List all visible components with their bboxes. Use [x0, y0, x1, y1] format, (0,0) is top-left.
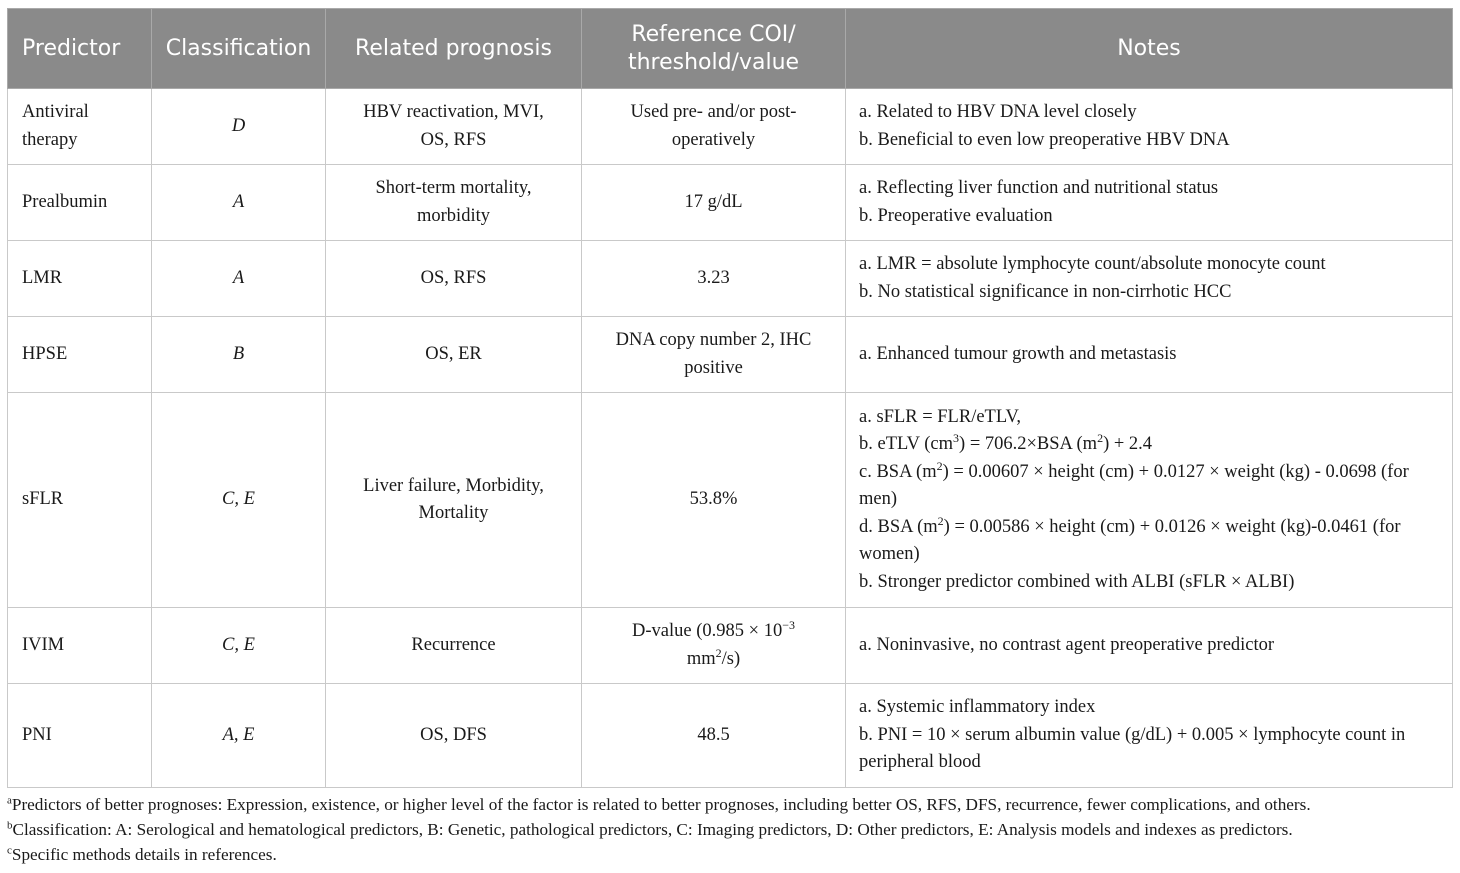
note-line: a. Enhanced tumour growth and metastasis — [859, 343, 1177, 364]
note-line: a. Noninvasive, no contrast agent preoperative predictor — [859, 634, 1275, 655]
header-reference-line2: threshold/value — [627, 49, 800, 75]
cell-notes — [846, 165, 1453, 241]
note-line: c. BSA $(m^2) = 0.00607$ × height (cm) + 0.0127 × weight (kg) - 0.0698 (for men) — [859, 458, 1409, 510]
header-reference — [582, 9, 846, 89]
cell-classification: A, E — [152, 684, 326, 788]
cell-predictor: sFLR — [8, 393, 152, 608]
cell-classification: D — [152, 89, 326, 165]
cell-notes — [846, 317, 1453, 393]
cell-predictor: Prealbumin — [8, 165, 152, 241]
table-row — [8, 608, 1453, 684]
note-line: a. LMR = absolute lymphocyte count/absolute monocyte count — [859, 254, 1326, 274]
cell-reference: Used pre- and/or post-operatively — [582, 89, 846, 165]
note-line: a. Reflecting liver function and nutritional status — [859, 178, 1219, 198]
cell-prognosis: Liver failure, Morbidity, Mortality — [326, 393, 582, 608]
cell-classification: C, E — [152, 608, 326, 684]
note-line: a. Systemic inflammatory index — [859, 697, 1096, 718]
cell-classification: A — [152, 241, 326, 317]
footnote — [7, 842, 1455, 867]
header-related-prognosis: Related prognosis — [326, 9, 582, 89]
cell-classification: C, E — [152, 393, 326, 608]
cell-prognosis: OS, ER — [326, 317, 582, 393]
note-line: a. Related to HBV DNA level closely — [859, 102, 1137, 122]
table-header-row — [8, 9, 1453, 89]
header-notes: Notes — [846, 9, 1453, 89]
header-predictor: Predictor — [8, 9, 152, 89]
cell-predictor: Antiviral therapy — [8, 89, 152, 165]
table-row — [8, 393, 1453, 608]
cell-predictor: HPSE — [8, 317, 152, 393]
predictor-table-container — [7, 8, 1452, 788]
table-footnotes — [7, 792, 1455, 867]
note-line: b. PNI = 10 × serum albumin value (g/dL) + 0.005 × lymphocyte count in peripheral blood — [859, 724, 1406, 773]
cell-prognosis: OS, DFS — [326, 684, 582, 788]
cell-reference: 48.5 — [582, 684, 846, 788]
header-classification: Classification — [152, 9, 326, 89]
header-reference-line1: Reference COI/ — [631, 21, 796, 47]
note-line: b. Stronger predictor combined with ALBI (sFLR × ALBI) — [859, 571, 1295, 592]
cell-prognosis: OS, RFS — [326, 241, 582, 317]
cell-notes — [846, 241, 1453, 317]
footnote-mark: c — [7, 844, 12, 857]
note-line: b. Beneficial to even low preoperative HBV DNA — [859, 129, 1230, 150]
footnote-text: Classification: A: Serological and hematological predictors, B: Genetic, pathological predictors, C: Imaging predictors, D: Other predictors, E: Analysis models and indexes as predictors. — [12, 820, 1293, 839]
table-row — [8, 165, 1453, 241]
table-row — [8, 89, 1453, 165]
note-line: b. No statistical significance in non-cirrhotic HCC — [859, 281, 1232, 302]
cell-notes — [846, 89, 1453, 165]
cell-reference: 53.8% — [582, 393, 846, 608]
footnote-mark: b — [7, 819, 13, 832]
footnote-text: Predictors of better prognoses: Expression, existence, or higher level of the factor is related to better prognoses, including better OS, RFS, DFS, recurrence, fewer complications, and others. — [11, 795, 1311, 814]
table-row — [8, 317, 1453, 393]
cell-notes — [846, 608, 1453, 684]
cell-reference: 3.23 — [582, 241, 846, 317]
predictor-table — [7, 8, 1453, 788]
note-line: b. eTLV $(cm^3) = 706.2\times BSA$ $(m^2) + 2.4$ — [859, 431, 1153, 455]
cell-notes — [846, 684, 1453, 788]
cell-classification: A — [152, 165, 326, 241]
cell-prognosis: Short-term mortality, morbidity — [326, 165, 582, 241]
footnote-mark: a — [7, 794, 12, 807]
cell-prognosis: HBV reactivation, MVI, OS, RFS — [326, 89, 582, 165]
note-line: a. sFLR = FLR/eTLV, — [859, 406, 1022, 427]
cell-predictor: IVIM — [8, 608, 152, 684]
footnote-text: Specific methods details in references. — [11, 845, 277, 864]
table-row — [8, 241, 1453, 317]
footnote — [7, 792, 1455, 817]
cell-prognosis: Recurrence — [326, 608, 582, 684]
cell-predictor: PNI — [8, 684, 152, 788]
cell-notes — [846, 393, 1453, 608]
cell-reference: 17 g/dL — [582, 165, 846, 241]
note-line: b. Preoperative evaluation — [859, 205, 1053, 226]
cell-predictor: LMR — [8, 241, 152, 317]
footnote — [7, 817, 1455, 842]
note-line: d. BSA $(m^2) = 0.00586$ × height (cm) + 0.0126 × weight (kg)-0.0461 (for women) — [859, 513, 1401, 565]
table-row — [8, 684, 1453, 788]
cell-reference: DNA copy number 2, IHC positive — [582, 317, 846, 393]
cell-classification: B — [152, 317, 326, 393]
cell-reference: D-value ($0.985 \times 10^{-3}$ $mm^2/s$) — [582, 608, 846, 684]
